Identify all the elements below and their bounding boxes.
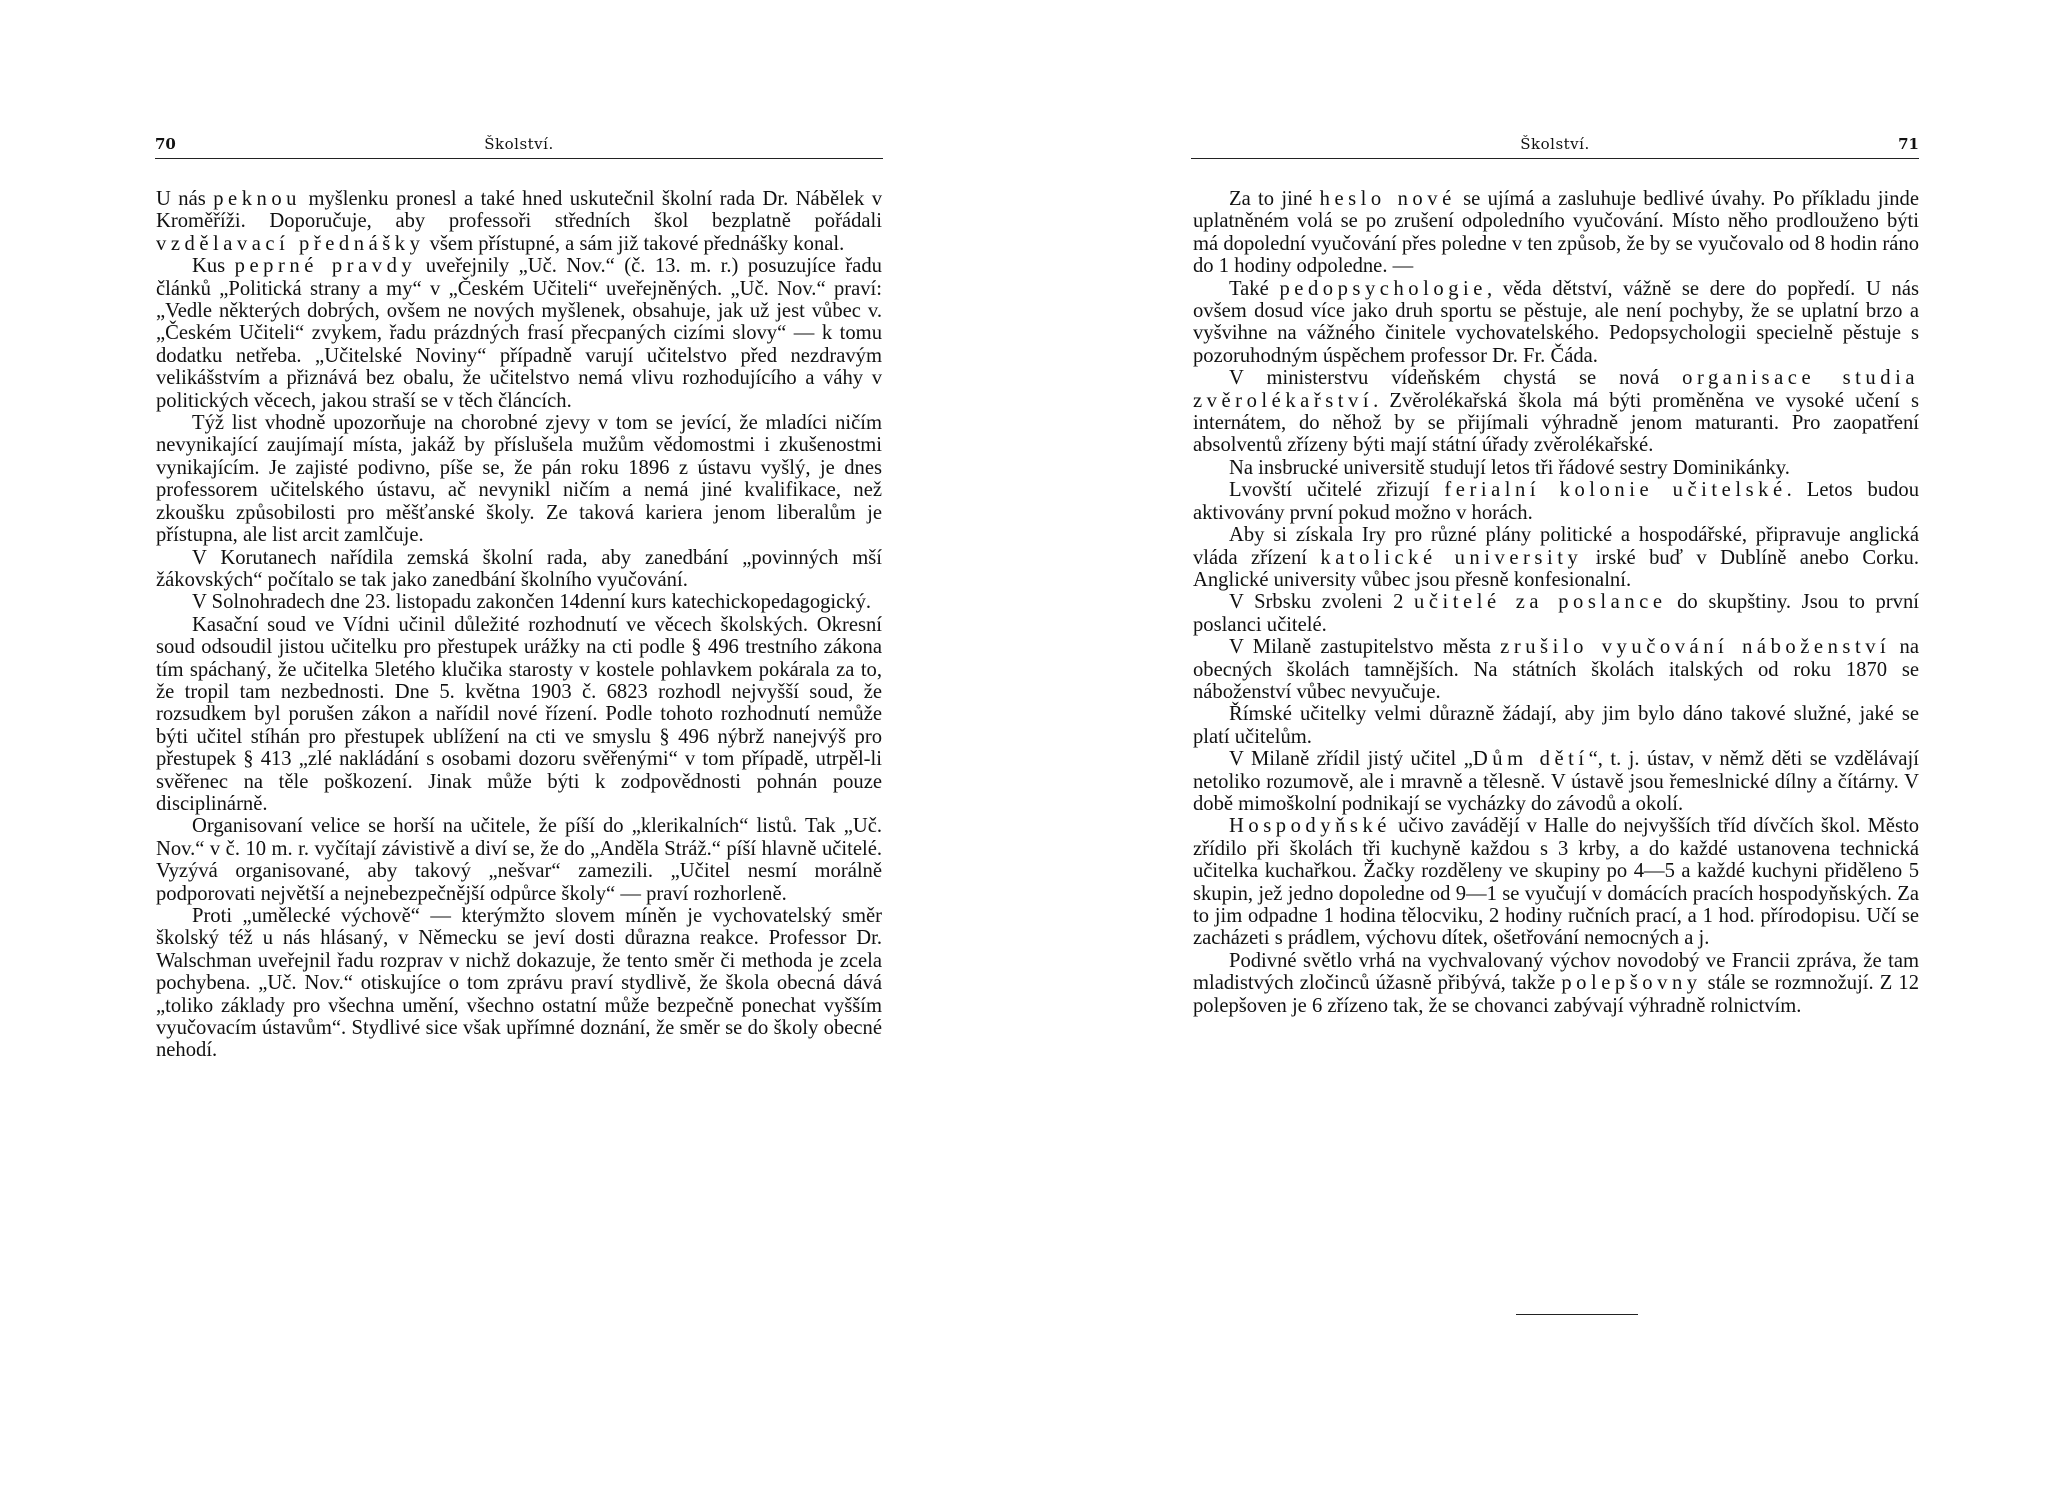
paragraph: Římské učitelky velmi důrazně žádají, aby jim bylo dáno takové služné, jaké se platí učitelům.: [1193, 703, 1919, 748]
paragraph: Týž list vhodně upozorňuje na chorobné zjevy v tom se jevící, že mladíci ničím nevynikající zaujímají místa, jakáž by příslušela mužům vědomostmi i zkušenostmi vynikajícím. Je zajisté podivno, píše se, že pán roku 1896 z ústavu vyšlý, je dnes professorem učitelského ústavu, ač nevynikl ničím a nemá jiné kvalifikace, než zkoušku způsobilosti pro měšťanské školy. Ze taková kariera jenom liberalům je přístupna, ale list arcit zamlčuje.: [156, 412, 882, 547]
paragraph: V Milaně zřídil jistý učitel „Dům dětí“, t. j. ústav, v němž děti se vzdělávají netoliko rozumově, ale i mravně a tělesně. V ústavě jsou řemeslnické dílny a čítárny. V době mimoškolní podnikají se vycházky do závodů a okolí.: [1193, 748, 1919, 815]
spaced-emphasis: katolické university: [1320, 546, 1583, 569]
paragraph: V Srbsku zvoleni 2 učitelé za poslance do skupštiny. Jsou to první poslanci učitelé.: [1193, 591, 1919, 636]
spaced-emphasis: Hospodyňské: [1229, 815, 1391, 838]
spaced-emphasis: Dům dětí: [1472, 748, 1589, 771]
paragraph: Organisovaní velice se horší na učitele, že píší do „klerikalních“ listů. Tak „Uč. Nov.“ v č. 10 m. r. vyčítají závistivě a diví se, že do „Anděla Stráž.“ píší hlavně učitelé. Vyzývá organisované, aby takový „nešvar“ zamezili. „Učitel nesmí morálně podporovati největší a nejnebezpečnější odpůrce školy“ — praví rozhorleně.: [156, 815, 882, 905]
spaced-emphasis: pedopsychologie: [1279, 277, 1487, 300]
paragraph: V Korutanech nařídila zemská školní rada, aby zanedbání „povinných mší žákovských“ počítalo se tak jako zanedbání školního vyučování.: [156, 546, 882, 591]
paragraph: Také pedopsychologie, věda dětství, vážně se dere do popředí. U nás ovšem dosud více jako druh sportu se pěstuje, ale není pochyby, že se uplatní brzo a vyšvihne na vážného činitele vychovatelského. Pedopsychologii specielně pěstuje s pozoruhodným úspěchem professor Dr. Fr. Čáda.: [1193, 277, 1920, 367]
section-end-rule: [1516, 1314, 1638, 1315]
paragraph: Podivné světlo vrhá na vychvalovaný výchov novodobý ve Francii zpráva, že tam mladistvých zločinců úžasně přibývá, takže polepšovny stále se rozmnožují. Z 12 polepšoven je 6 zřízeno tak, že se chovanci zabývají výhradně rolnictvím.: [1193, 949, 1919, 1017]
spaced-emphasis: ferialní kolonie učitelské: [1444, 479, 1787, 502]
page-number: 70: [155, 135, 176, 153]
paragraph: Kasační soud ve Vídni učinil důležité rozhodnutí ve věcech školských. Okresní soud odsoudil jistou učitelku pro přestupek urážky na cti podle § 496 trestního zákona tím spáchaný, že učitelka 5letého klučika starosty v kostele pohlavkem pokárala za to, že tropil tam nezbednosti. Dne 5. května 1903 č. 6823 rozhodl nejvyšší soud, že rozsudkem byl porušen zákon a nařídil nové řízení. Podle tohoto rozhodnutí nemůže býti učitel stíhán pro přestupek ublížení na cti ve smyslu § 496 nýbrž nanejvýš pro přestupek § 413 „zlé nakládání s osobami dozoru svěřenými“ v tom případě, utrpěl-li svěřenec na těle poškození. Jinak může býti k zodpovědnosti pohnán pouze disciplinárně.: [156, 613, 882, 815]
spaced-emphasis: peknou: [213, 188, 302, 210]
spaced-emphasis: peprné pravdy: [234, 255, 417, 278]
spaced-emphasis: heslo nové: [1319, 188, 1456, 210]
paragraph: Aby si získala Iry pro různé plány politické a hospodářské, připravuje anglická vláda zřízení katolické university irské buď v Dublíně anebo Corku. Anglické university vůbec jsou přesně konfesionalní.: [1193, 524, 1919, 591]
spaced-emphasis: vzdělavací přednášky: [156, 232, 425, 255]
left-page-header: [155, 132, 883, 159]
paragraph: V ministerstvu vídeňském chystá se nová organisace studia zvěrolékařství. Zvěrolékařská škola má býti proměněna ve vysoké učení s internátem, do něhož by se přijímali výhradně jenom maturanti. Pro zaopatření absolventů zřízeny býti mají státní úřady zvěrolékařské.: [1193, 367, 1919, 457]
paragraph: Za to jiné heslo nové se ujímá a zasluhuje bedlivé úvahy. Po příkladu jinde uplatněném volá se po zrušení odpoledního vyučování. Místo něho prodlouženo býti má dopolední vyučování přes poledne v ten způsob, že by se vyučovalo od 8 hodin ráno do 1 hodiny odpoledne. —: [1193, 188, 1919, 278]
running-title: Školství.: [1520, 135, 1590, 153]
paragraph: Kus peprné pravdy uveřejnily „Uč. Nov.“ (č. 13. m. r.) posuzujíce řadu článků „Politická strany a my“ v „Českém Učiteli“ uveřejněných. „Uč. Nov.“ praví: „Vedle některých dobrých, ovšem ne nových myšlenek, obsahuje, jak už jest vůbec v. „Českém Učiteli“ zvykem, řadu prázdných frasí přecpaných cizími slovy“ — k tomu dodatku netřeba. „Učitelské Noviny“ případně varují učitelstvo před nezdravým velikášstvím a přiznává bez obalu, že učitelstvo nemá vlivu rozhodujícího a váhy v politických věcech, jakou straší se v těch článcích.: [156, 255, 882, 412]
spaced-emphasis: organisace studia zvěrolékařství: [1193, 367, 1919, 412]
spaced-emphasis: zrušilo vyučování náboženství: [1500, 636, 1891, 659]
spaced-emphasis: polepšovny: [1561, 972, 1702, 995]
paragraph: V Solnohradech dne 23. listopadu zakončen 14denní kurs katechickopedagogický.: [192, 591, 872, 614]
right-page-header: [1191, 132, 1919, 159]
running-title: Školství.: [484, 135, 554, 153]
left-page-text: [156, 188, 882, 1062]
paragraph: U nás peknou myšlenku pronesl a také hned uskutečnil školní rada Dr. Nábělek v Kroměříži. Doporučuje, aby professoři středních škol bezplatně pořádali vzdělavací přednášky všem přístupné, a sám již takové přednášky konal.: [156, 188, 882, 255]
page-number: 71: [1898, 135, 1919, 153]
paragraph: Lvovští učitelé zřizují ferialní kolonie učitelské. Letos budou aktivovány první pokud možno v horách.: [1193, 479, 1920, 524]
paragraph: Hospodyňské učivo zavádějí v Halle do nejvyšších tříd dívčích škol. Město zřídilo při školách tři kuchyně každou s 3 krby, a do každé ustanovena technická učitelka kuchařkou. Žačky rozděleny ve skupiny po 4—5 a každé kuchyni přiděleno 5 skupin, jež jedno dopoledne od 9—1 se vyučují v domácích pracích hospodyňských. Za to jim odpadne 1 hodina tělocviku, 2 hodiny ručních prací, a 1 hod. přírodopisu. Učí se zacházeti s prádlem, výchovu dítek, ošetřování nemocných a j.: [1193, 815, 1919, 950]
paragraph: Proti „umělecké výchově“ — kterýmžto slovem míněn je vychovatelský směr školský též u nás hlásaný, v Německu se jeví dosti důrazna reakce. Professor Dr. Walschman uveřejnil řadu rozprav v nichž dokazuje, že tento směr či methoda je zcela pochybena. „Uč. Nov.“ otiskujíce o tom zprávu praví stydlivě, že škola obecná dává „toliko základy pro všechna umění, všechno ostatní může bezpečně ponechat vyšším vyučovacím ústavům“. Stydlivé sice však upřímné doznání, že směr se do školy obecné nehodí.: [156, 905, 882, 1062]
paragraph: Na insbrucké universitě studují letos tři řádové sestry Dominikánky.: [1229, 456, 1790, 479]
paragraph: V Milaně zastupitelstvo města zrušilo vyučování náboženství na obecných školách tamnějších. Na státních školách italských od roku 1870 se náboženství vůbec nevyučuje.: [1193, 636, 1919, 703]
right-page-text: [1193, 188, 1919, 1017]
right-page: [1033, 0, 2066, 1500]
spaced-emphasis: učitelé za poslance: [1414, 591, 1667, 614]
